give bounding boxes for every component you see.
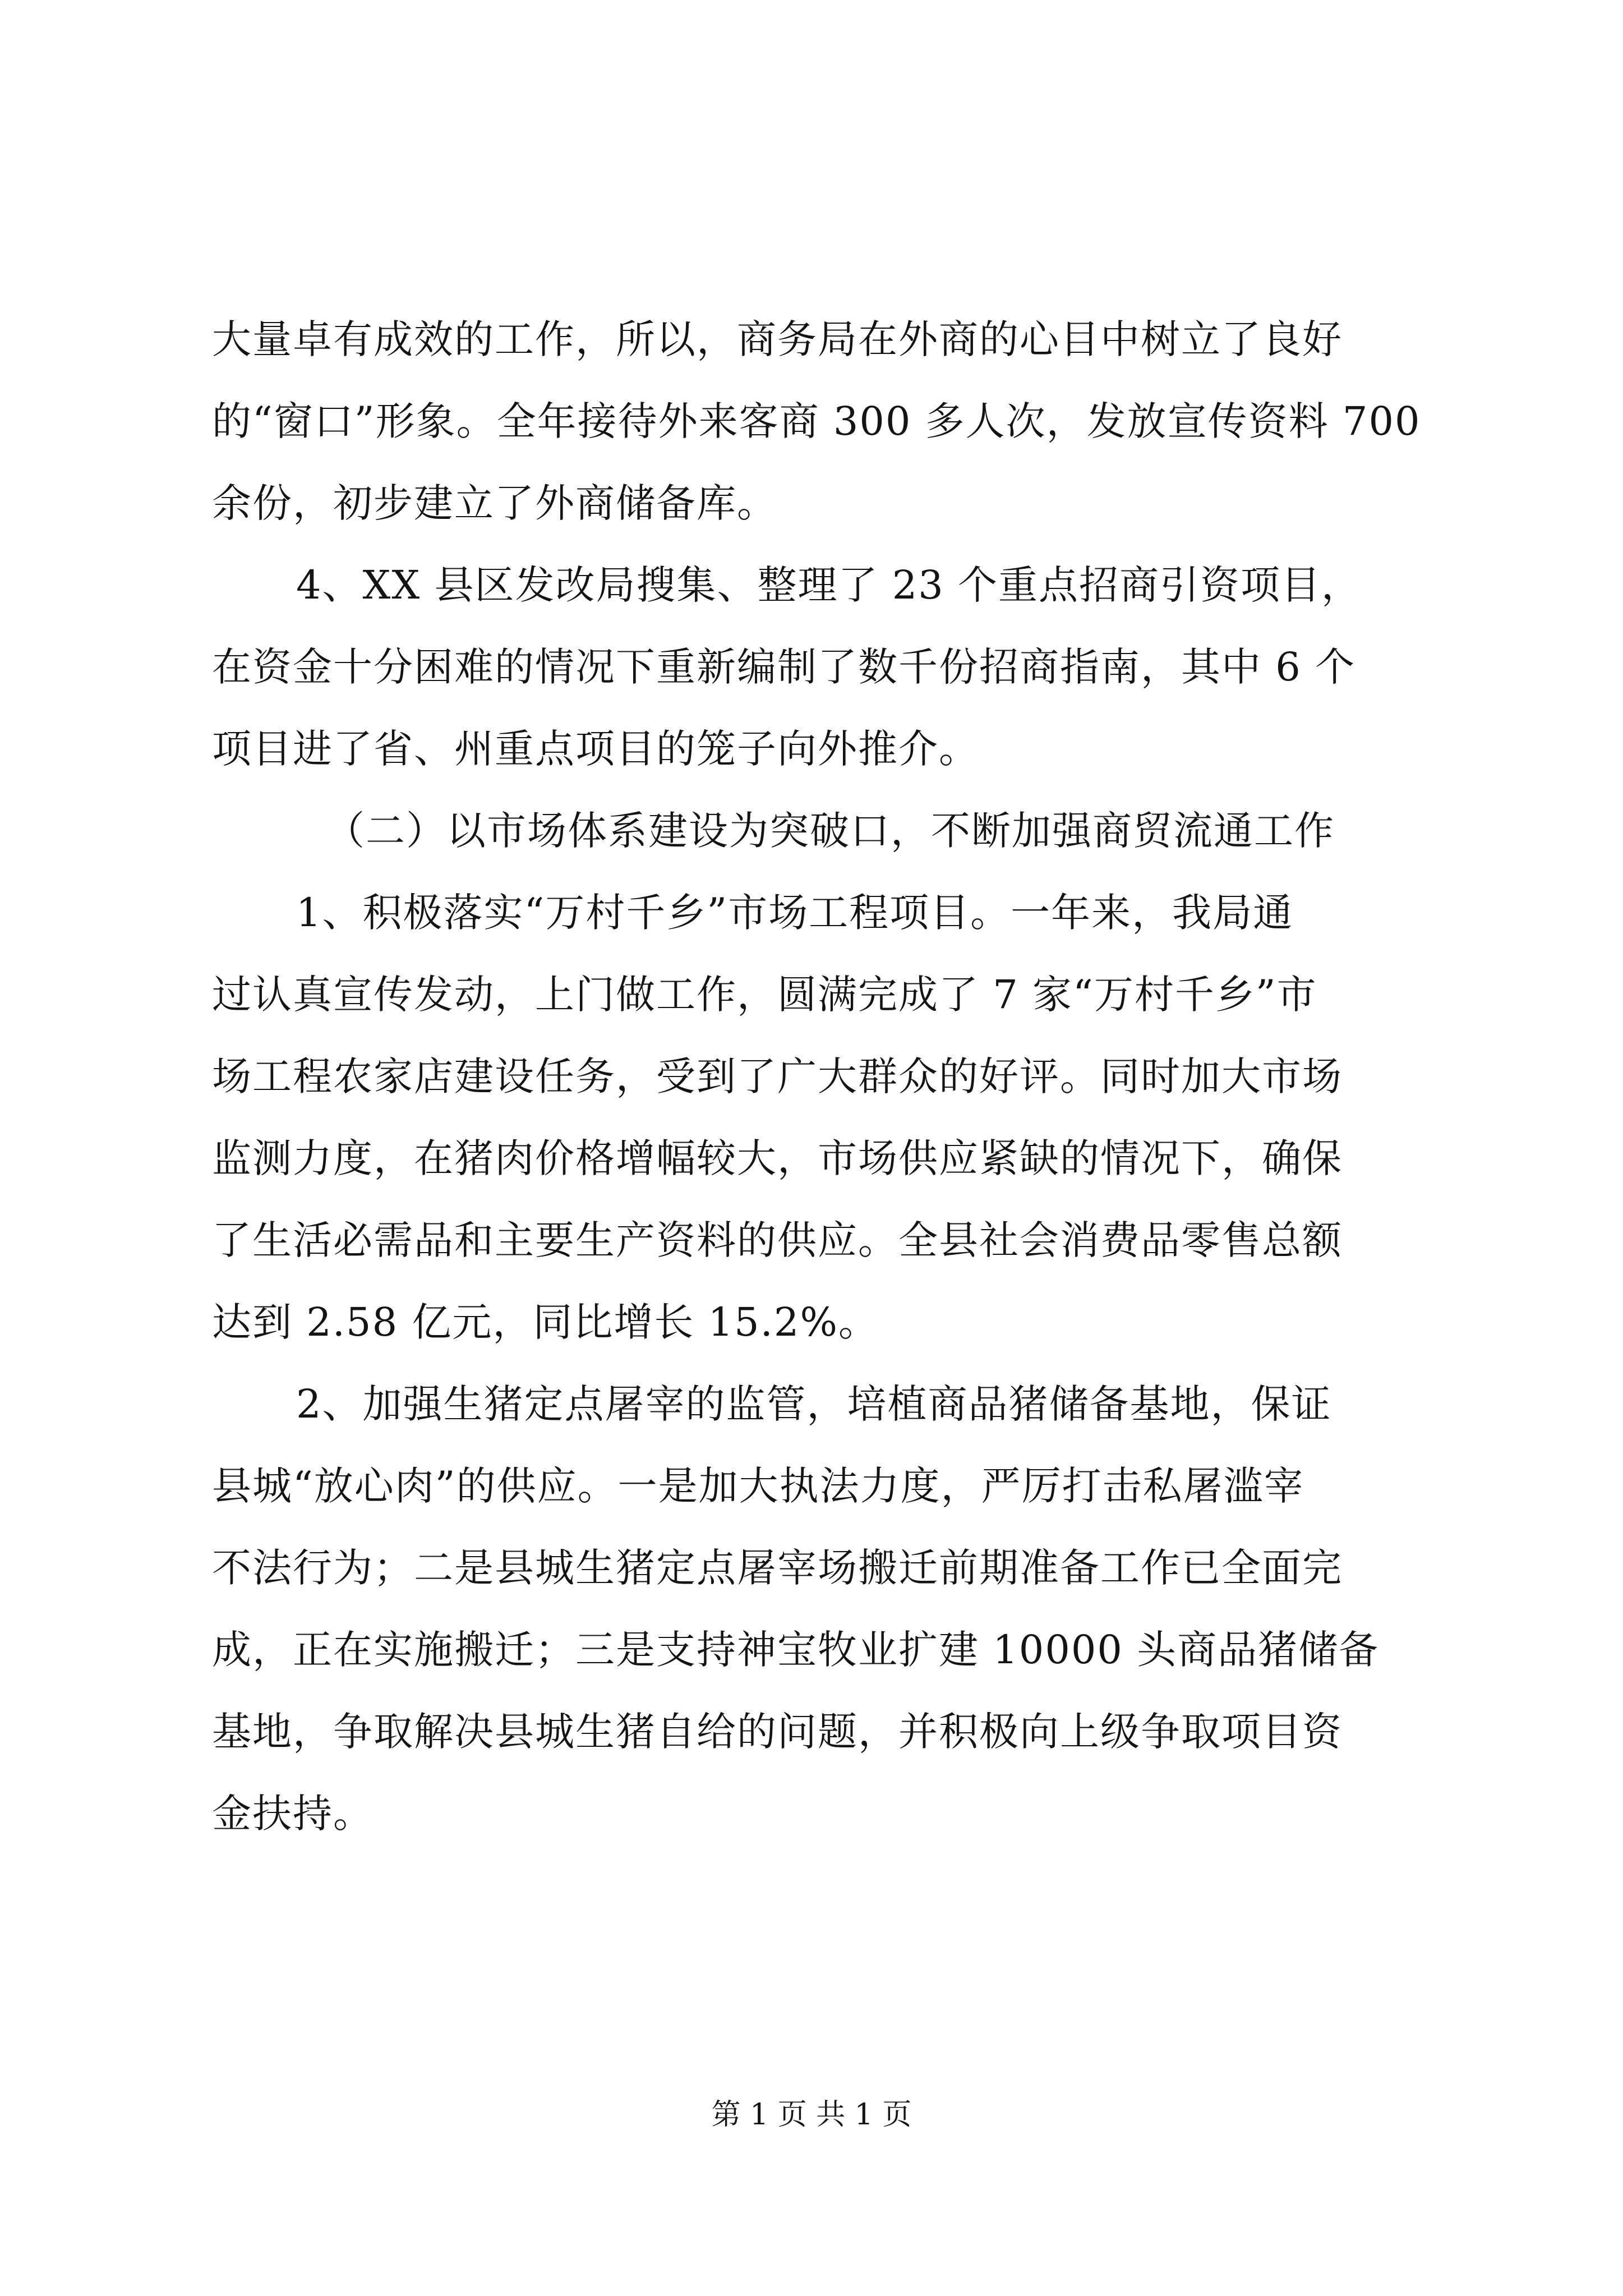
body-text-line: 2、加强生猪定点屠宰的监管，培植商品猪储备基地，保证 xyxy=(296,1381,1332,1427)
body-text-line: 1、积极落实“万村千乡”市场工程项目。一年来，我局通 xyxy=(296,890,1294,936)
body-text-line: 余份，初步建立了外商储备库。 xyxy=(212,480,777,526)
body-text-line: 金扶持。 xyxy=(212,1791,374,1837)
body-text-line: 在资金十分困难的情况下重新编制了数千份招商指南，其中 6 个 xyxy=(212,644,1356,690)
body-text-line: 监测力度，在猪肉价格增幅较大，市场供应紧缺的情况下，确保 xyxy=(212,1135,1343,1181)
body-text-line: 4、XX 县区发改局搜集、整理了 23 个重点招商引资项目， xyxy=(296,562,1362,608)
body-text-line: 了生活必需品和主要生产资料的供应。全县社会消费品零售总额 xyxy=(212,1217,1343,1263)
body-text-line: 场工程农家店建设任务，受到了广大群众的好评。同时加大市场 xyxy=(212,1053,1343,1099)
body-text-line: 过认真宣传发动，上门做工作，圆满完成了 7 家“万村千乡”市 xyxy=(212,972,1317,1018)
body-text-line: 县城“放心肉”的供应。一是加大执法力度，严厉打击私屠滥宰 xyxy=(212,1463,1304,1509)
page-number-footer: 第 1 页 共 1 页 xyxy=(711,2098,912,2132)
body-text-line: 的“窗口”形象。全年接待外来客商 300 多人次，发放宣传资料 700 xyxy=(212,398,1421,444)
body-text-line: 不法行为；二是县城生猪定点屠宰场搬迁前期准备工作已全面完 xyxy=(212,1545,1343,1591)
body-text-line: 成，正在实施搬迁；三是支持神宝牧业扩建 10000 头商品猪储备 xyxy=(212,1627,1380,1673)
body-text-line: 项目进了省、州重点项目的笼子向外推介。 xyxy=(212,726,979,772)
body-text-line: 大量卓有成效的工作，所以，商务局在外商的心目中树立了良好 xyxy=(212,316,1343,362)
body-text-line: 基地，争取解决县城生猪自给的问题，并积极向上级争取项目资 xyxy=(212,1709,1343,1755)
body-text-line: 达到 2.58 亿元，同比增长 15.2%。 xyxy=(212,1299,879,1345)
section-heading: （二）以市场体系建设为突破口，不断加强商贸流通工作 xyxy=(325,808,1335,854)
